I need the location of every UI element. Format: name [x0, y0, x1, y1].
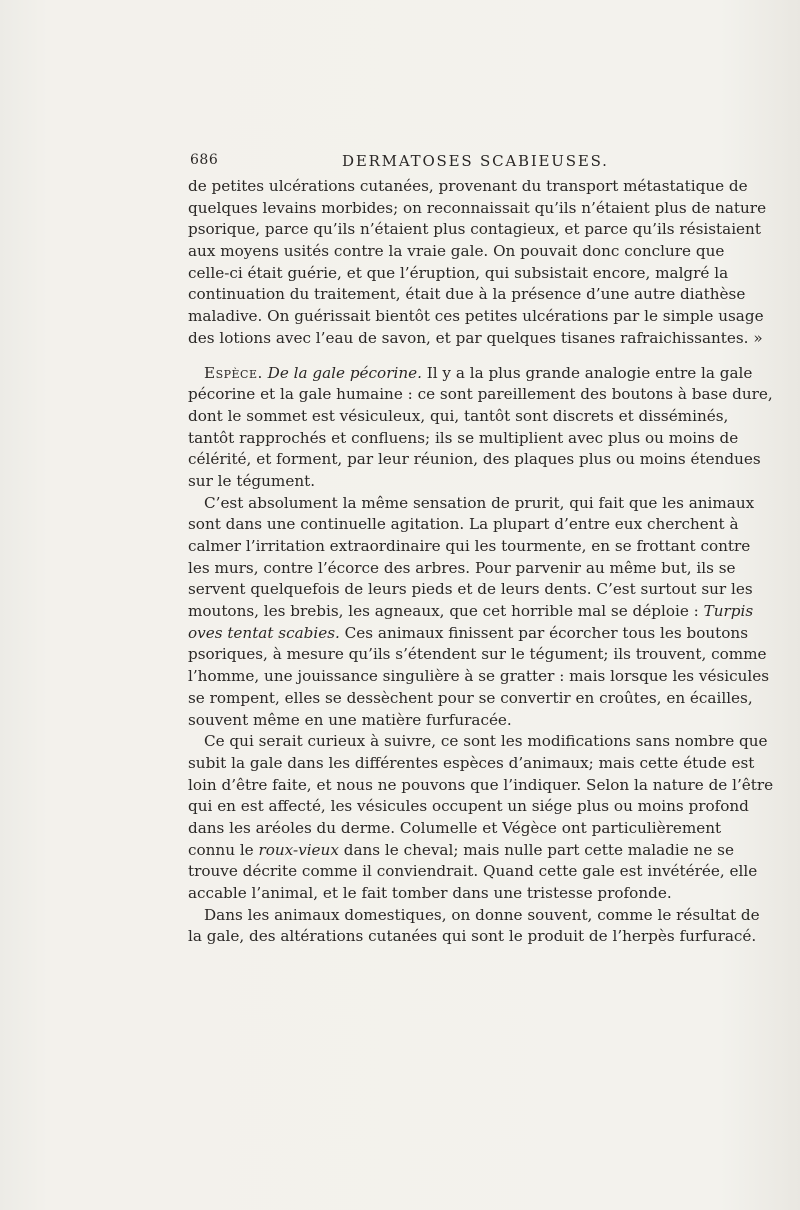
- section-title: De la gale pécorine.: [267, 363, 422, 382]
- text-line: dont le sommet est vésiculeux, qui, tantôt sont discrets et disséminés,: [188, 406, 729, 425]
- text-fragment: moutons, les brebis, les agneaux, que cet horrible mal se déploie :: [188, 602, 699, 621]
- text-line: C’est absolument la même sensation de prurit, qui fait que les animaux: [204, 493, 755, 512]
- text-line: aux moyens usités contre la vraie gale. On pouvait donc conclure que: [188, 242, 725, 261]
- text-line: calmer l’irritation extraordinaire qui les tourmente, en se frottant contre: [188, 537, 751, 555]
- text-line: pécorine et la gale humaine : ce sont pareillement des boutons à base dure,: [188, 385, 773, 404]
- paragraph-espece: [188, 363, 773, 493]
- page-number: 686: [190, 152, 219, 168]
- italic-term: roux-vieux: [258, 840, 339, 859]
- text-line: de petites ulcérations cutanées, provenant du transport métastatique de: [188, 177, 748, 195]
- text-line: l’homme, une jouissance singulière à se gratter : mais lorsque les vésicules: [188, 667, 770, 686]
- text-line: les murs, contre l’écorce des arbres. Pour parvenir au même but, ils se: [188, 558, 736, 577]
- latin-quote: Turpis: [703, 602, 754, 621]
- latin-quote: oves tentat scabies.: [188, 623, 340, 642]
- page-header: [190, 152, 708, 174]
- text-line: continuation du traitement, était due à la présence d’une autre diathèse: [188, 285, 746, 304]
- quote-line: [188, 601, 754, 623]
- text-line: subit la gale dans les différentes espèces d’animaux; mais cette étude est: [188, 753, 755, 772]
- italic-term-line: [188, 840, 734, 862]
- text-line: souvent même en une matière furfuracée.: [188, 710, 512, 729]
- section-label: Espèce.: [204, 363, 263, 382]
- running-title: DERMATOSES SCABIEUSES.: [342, 152, 609, 170]
- text-line: Dans les animaux domestiques, on donne souvent, comme le résultat de: [204, 905, 760, 924]
- text-fragment: connu le: [188, 840, 254, 859]
- text-fragment: dans le cheval; mais nulle part cette maladie ne se: [343, 840, 734, 859]
- text-fragment: Il y a la plus grande analogie entre la gale: [426, 363, 753, 382]
- text-line: des lotions avec l’eau de savon, et par quelques tisanes rafraichissantes. »: [188, 328, 763, 347]
- paragraph-continuation: [188, 176, 767, 350]
- paragraph-modifications: [188, 731, 774, 905]
- quote-line: [188, 623, 748, 645]
- text-line: trouve décrite comme il conviendrait. Quand cette gale est invétérée, elle: [188, 862, 758, 881]
- section-heading-line: [188, 363, 753, 385]
- text-line: se rompent, elles se dessèchent pour se convertir en croûtes, en écailles,: [188, 688, 753, 707]
- paragraph-spacer: [188, 350, 709, 363]
- text-line: quelques levains morbides; on reconnaissait qu’ils n’étaient plus de nature: [188, 198, 767, 217]
- text-line: tantôt rapprochés et confluens; ils se multiplient avec plus ou moins de: [188, 428, 739, 447]
- text-line: psoriques, à mesure qu’ils s’étendent sur le tégument; ils trouvent, comme: [188, 645, 767, 664]
- text-line: la gale, des altérations cutanées qui sont le produit de l’herpès furfuracé.: [188, 927, 757, 946]
- text-line: sont dans une continuelle agitation. La plupart d’entre eux cherchent à: [188, 515, 739, 534]
- text-fragment: Ces animaux finissent par écorcher tous les boutons: [344, 623, 748, 642]
- body-text: [188, 176, 774, 948]
- text-line: célérité, et forment, par leur réunion, des plaques plus ou moins étendues: [188, 450, 761, 469]
- paragraph-domestiques: [188, 905, 760, 948]
- text-line: dans les aréoles du derme. Columelle et Végèce ont particulièrement: [188, 818, 722, 837]
- text-line: maladive. On guérissait bientôt ces petites ulcérations par le simple usage: [188, 307, 764, 326]
- text-line: Ce qui serait curieux à suivre, ce sont les modifications sans nombre que: [204, 732, 768, 751]
- paragraph-prurit: [188, 493, 770, 732]
- text-line: celle-ci était guérie, et que l’éruption, qui subsistait encore, malgré la: [188, 263, 729, 282]
- text-line: accable l’animal, et le fait tomber dans une tristesse profonde.: [188, 884, 672, 902]
- text-line: sur le tégument.: [188, 471, 316, 490]
- text-line: servent quelquefois de leurs pieds et de leurs dents. C’est surtout sur les: [188, 580, 753, 599]
- text-line: qui en est affecté, les vésicules occupent un siége plus ou moins profond: [188, 797, 749, 816]
- text-line: psorique, parce qu’ils n’étaient plus contagieux, et parce qu’ils résistaient: [188, 220, 761, 239]
- text-line: loin d’être faite, et nous ne pouvons que l’indiquer. Selon la nature de l’être: [188, 775, 774, 794]
